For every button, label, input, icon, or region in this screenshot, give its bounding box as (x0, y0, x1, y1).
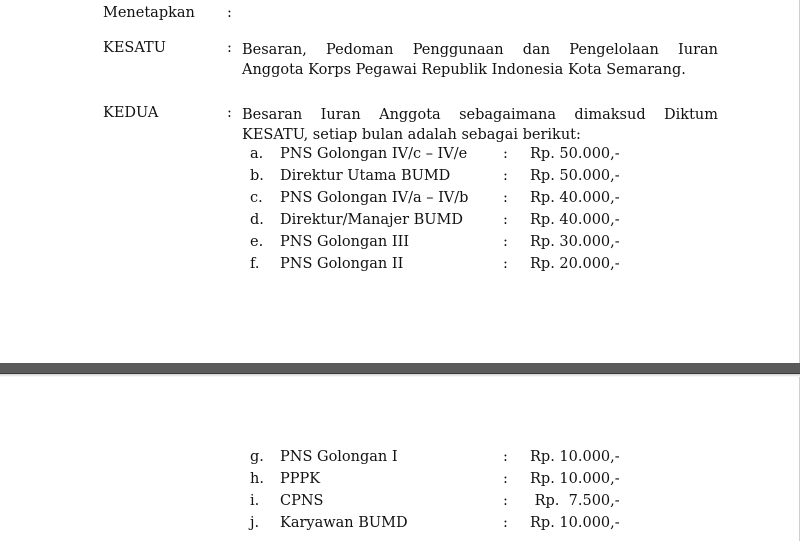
item-amount: Rp. 40.000,- (530, 212, 620, 228)
item-colon: : (503, 146, 508, 162)
list-item (0, 212, 800, 234)
kedua-label: KEDUA (103, 105, 159, 121)
item-colon: : (503, 471, 508, 487)
item-letter: d. (250, 212, 264, 228)
item-label: CPNS (280, 493, 324, 509)
kedua-line: KESATU, setiap bulan adalah sebagai berikut: (242, 127, 581, 143)
kedua-text (242, 105, 718, 145)
kesatu-line: Anggota Korps Pegawai Republik Indonesia Kota Semarang. (242, 62, 686, 78)
item-label: Karyawan BUMD (280, 515, 408, 531)
item-colon: : (503, 515, 508, 531)
item-letter: j. (250, 515, 260, 531)
menetapkan-label: Menetapkan (103, 5, 195, 21)
list-item (0, 449, 800, 471)
item-amount: Rp. 30.000,- (530, 234, 620, 250)
item-amount: Rp. 10.000,- (530, 471, 620, 487)
item-letter: g. (250, 449, 264, 465)
kesatu-colon: : (227, 40, 232, 56)
item-amount: Rp. 20.000,- (530, 256, 620, 272)
item-label: PNS Golongan II (280, 256, 404, 272)
kesatu-line: Besaran, Pedoman Penggunaan dan Pengelolaan Iuran (242, 42, 718, 58)
item-colon: : (503, 190, 508, 206)
page-break (0, 363, 800, 374)
item-colon: : (503, 449, 508, 465)
item-letter: b. (250, 168, 264, 184)
item-letter: c. (250, 190, 263, 206)
item-letter: e. (250, 234, 264, 250)
item-colon: : (503, 212, 508, 228)
list-item (0, 493, 800, 515)
item-amount: Rp. 10.000,- (530, 449, 620, 465)
item-label: Direktur/Manajer BUMD (280, 212, 463, 228)
list-item (0, 146, 800, 168)
item-letter: h. (250, 471, 264, 487)
item-label: PNS Golongan III (280, 234, 410, 250)
item-colon: : (503, 256, 508, 272)
item-colon: : (503, 234, 508, 250)
item-label: PPPK (280, 471, 321, 487)
kedua-line: Besaran Iuran Anggota sebagaimana dimaksud Diktum (242, 107, 718, 123)
list-item (0, 515, 800, 537)
item-colon: : (503, 168, 508, 184)
item-amount: Rp. 50.000,- (530, 168, 620, 184)
item-letter: i. (250, 493, 260, 509)
item-label: Direktur Utama BUMD (280, 168, 451, 184)
item-label: PNS Golongan I (280, 449, 398, 465)
list-item (0, 168, 800, 190)
item-amount: Rp. 7.500,- (530, 493, 620, 509)
document-page-2 (0, 377, 800, 541)
item-amount: Rp. 40.000,- (530, 190, 620, 206)
item-label: PNS Golongan IV/a – IV/b (280, 190, 469, 206)
list-item (0, 234, 800, 256)
menetapkan-colon: : (227, 5, 232, 21)
item-colon: : (503, 493, 508, 509)
list-item (0, 256, 800, 278)
item-label: PNS Golongan IV/c – IV/e (280, 146, 468, 162)
kedua-colon: : (227, 105, 232, 121)
list-item (0, 190, 800, 212)
item-amount: Rp. 10.000,- (530, 515, 620, 531)
list-item (0, 471, 800, 493)
kesatu-label: KESATU (103, 40, 166, 56)
kesatu-text (242, 40, 718, 80)
item-amount: Rp. 50.000,- (530, 146, 620, 162)
item-letter: f. (250, 256, 260, 272)
item-letter: a. (250, 146, 264, 162)
